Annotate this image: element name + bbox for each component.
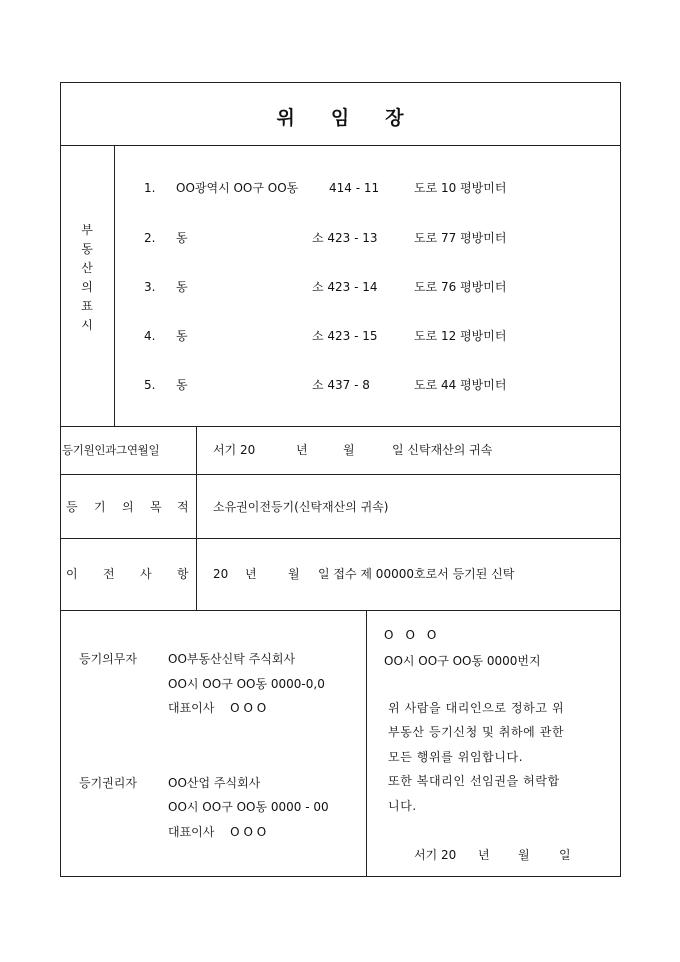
item-lot: 소 423 - 14: [312, 280, 378, 294]
item-lot: 414 - 11: [329, 181, 380, 195]
item-detail: 도로 44 평방미터: [414, 378, 507, 392]
divider-property-label: [114, 145, 115, 426]
obligor-representative: 대표이사 O O O: [168, 701, 267, 715]
item-address: OO광역시 OO구 OO동: [176, 181, 299, 195]
item-address: 동: [176, 329, 188, 343]
cause-year: 년: [296, 443, 308, 457]
label-char: 기: [94, 500, 106, 514]
cause-day-reason: 일 신탁재산의 귀속: [392, 443, 493, 457]
label-char: 부: [81, 223, 93, 237]
agent-text-line: 위 사람을 대리인으로 정하고 위: [388, 701, 565, 715]
agent-date-month: 월: [518, 848, 530, 862]
holder-address: OO시 OO구 OO동 0000 - 00: [168, 800, 329, 814]
cause-year-prefix: 서기 20: [213, 443, 256, 457]
item-number: 1.: [144, 181, 156, 195]
label-char: 전: [103, 567, 115, 581]
item-detail: 도로 12 평방미터: [414, 329, 507, 343]
item-number: 4.: [144, 329, 156, 343]
cause-month: 월: [343, 443, 355, 457]
obligor-name: OO부동산신탁 주식회사: [168, 652, 296, 666]
item-detail: 도로 10 평방미터: [414, 181, 507, 195]
label-char: 동: [81, 242, 93, 256]
label-char: 이: [66, 567, 78, 581]
item-number: 3.: [144, 280, 156, 294]
item-number: 2.: [144, 231, 156, 245]
holder-name: OO산업 주식회사: [168, 776, 261, 790]
agent-address: OO시 OO구 OO동 0000번지: [384, 654, 541, 668]
divider-purpose: [60, 538, 621, 539]
agent-text-line: 또한 복대리인 선임권을 허락합: [388, 774, 560, 788]
agent-date-day: 일: [559, 848, 571, 862]
transfer-month: 월: [288, 567, 300, 581]
cause-label: 등기원인과그연월일: [62, 443, 160, 457]
obligor-address: OO시 OO구 OO동 0000-0,0: [168, 677, 325, 691]
title-char: 위: [276, 107, 295, 129]
obligor-label: 등기의무자: [79, 652, 137, 666]
page-title: [60, 103, 620, 130]
agent-name: O O O: [384, 628, 437, 642]
agent-text-line: 모든 행위를 위임합니다.: [388, 750, 524, 764]
item-lot: 소 423 - 13: [312, 231, 378, 245]
property-label: [76, 221, 98, 335]
label-char: 의: [122, 500, 134, 514]
agent-text-line: 부동산 등기신청 및 취하에 관한: [388, 725, 565, 739]
agent-text-line: 니다.: [388, 799, 417, 813]
holder-label: 등기권리자: [79, 776, 137, 790]
transfer-prefix: 20: [213, 567, 229, 581]
title-char: 장: [385, 107, 404, 129]
document-frame: [60, 82, 621, 877]
item-lot: 소 437 - 8: [312, 378, 370, 392]
label-char: 적: [177, 500, 189, 514]
purpose-value: 소유권이전등기(신탁재산의 귀속): [213, 500, 389, 514]
title-char: 임: [330, 107, 350, 129]
divider-rows-label: [196, 426, 197, 610]
item-number: 5.: [144, 378, 156, 392]
transfer-detail: 일 접수 제 00000호로서 등기된 신탁: [318, 567, 515, 581]
label-char: 항: [177, 567, 189, 581]
label-char: 등: [66, 500, 78, 514]
divider-property: [60, 426, 621, 427]
item-address: 동: [176, 231, 188, 245]
label-char: 사: [140, 567, 152, 581]
transfer-year: 년: [245, 567, 257, 581]
divider-transfer: [60, 610, 621, 611]
item-lot: 소 423 - 15: [312, 329, 378, 343]
holder-representative: 대표이사 O O O: [168, 825, 267, 839]
divider-parties: [366, 610, 367, 877]
agent-date-prefix: 서기 20: [414, 848, 457, 862]
divider-title: [60, 145, 621, 146]
item-detail: 도로 76 평방미터: [414, 280, 507, 294]
label-char: 표: [81, 299, 93, 313]
divider-cause: [60, 474, 621, 475]
item-address: 동: [176, 378, 188, 392]
item-detail: 도로 77 평방미터: [414, 231, 507, 245]
label-char: 산: [81, 261, 93, 275]
label-char: 목: [150, 500, 162, 514]
label-char: 시: [81, 318, 93, 332]
label-char: 의: [81, 280, 93, 294]
agent-date-year: 년: [478, 848, 490, 862]
item-address: 동: [176, 280, 188, 294]
